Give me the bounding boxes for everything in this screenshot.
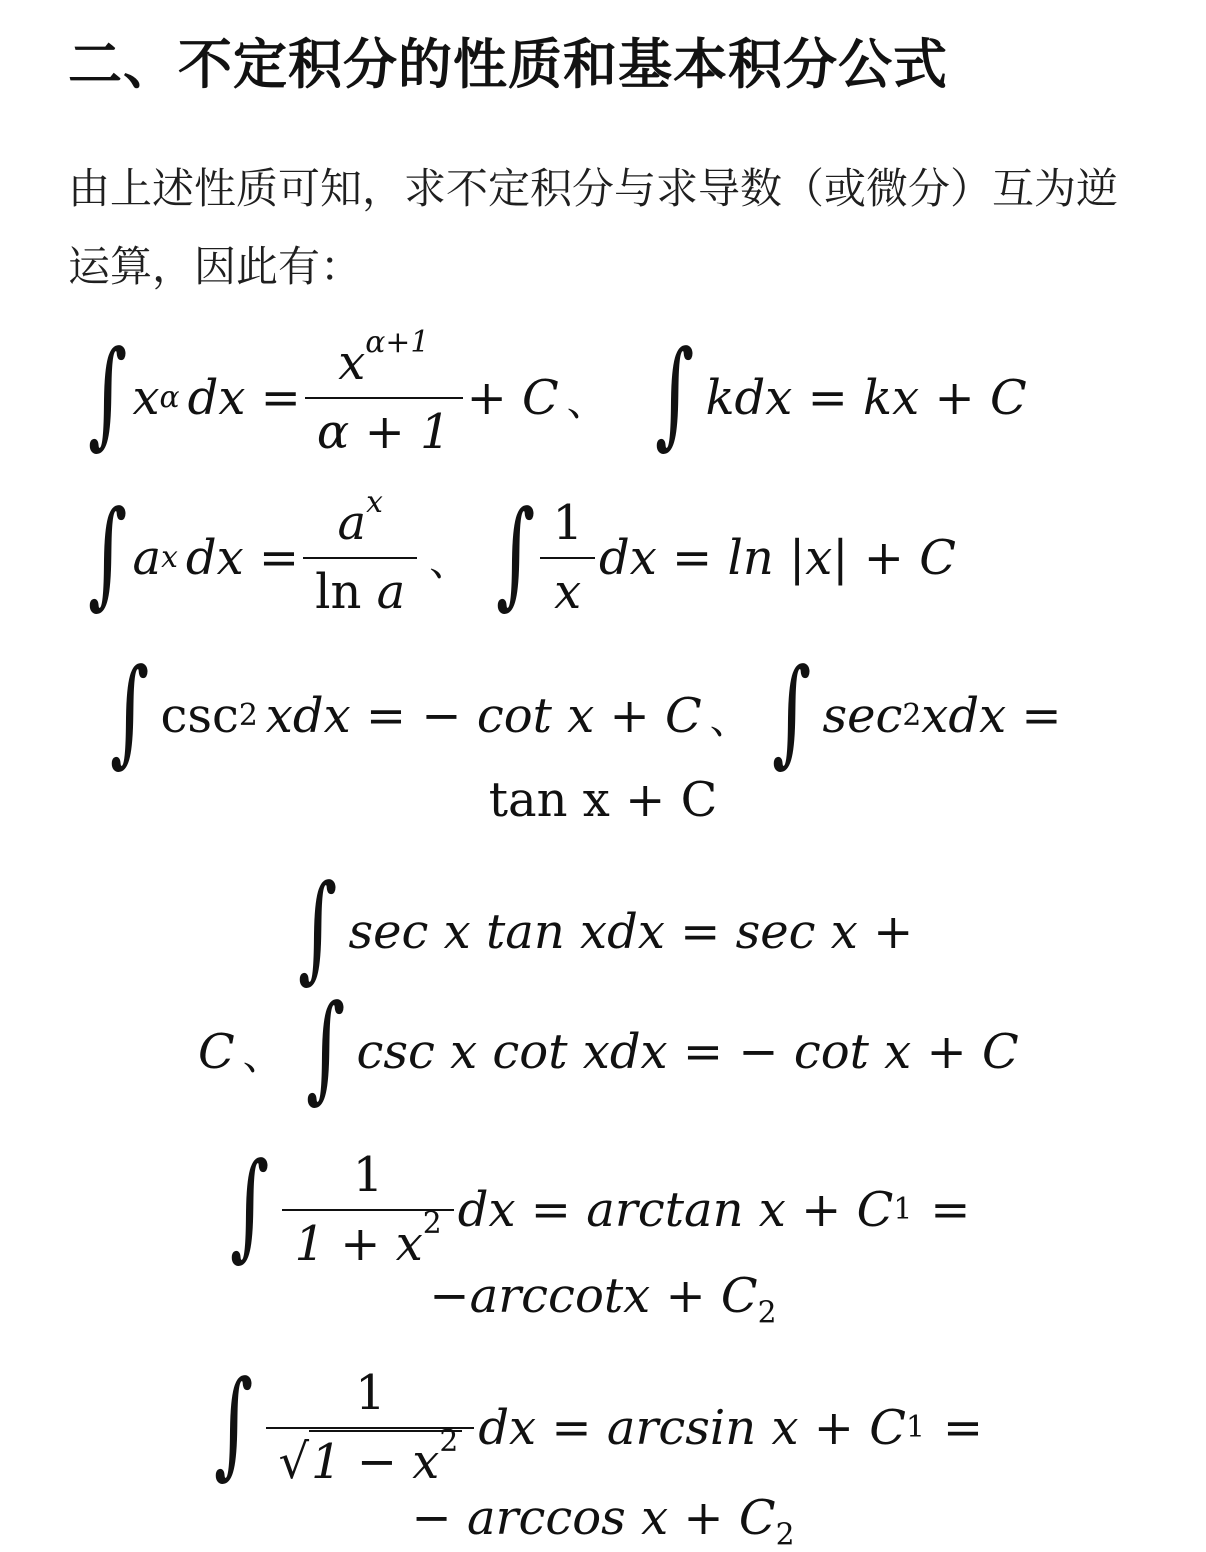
formula-csc-cot: ∫ csc x cot xdx = − cot x + C bbox=[306, 980, 1019, 1115]
formula-reciprocal-rule: ∫ $\frac{1}{x}$ dx = ln |x| + C bbox=[496, 486, 956, 621]
formula-sec-squared-result: tan x + C bbox=[488, 772, 718, 828]
formula-exponential-rule: ∫ a x dx = $\frac{a^x}{\text{ln a}}$ 、 bbox=[88, 485, 470, 621]
formula-row-1 bbox=[0, 325, 1206, 468]
formula-sec-tan: ∫ sec x tan xdx = sec x + bbox=[298, 860, 914, 995]
formula-power-rule: ∫ x α dx = $\frac{x^{\alpha+1}}{\alpha + 1}$ + C 、 bbox=[88, 325, 607, 461]
formula-sec-squared: ∫ sec 2 xdx = bbox=[772, 644, 1062, 779]
formula-row-5 bbox=[0, 982, 1206, 1122]
formula-arcsin: ∫ $\frac{1}{√1 - x^2}$ dx = arcsin x + C 1 = bbox=[214, 1356, 984, 1491]
formula-csc-squared: ∫ csc 2 xdx = − cot x + C 、 bbox=[110, 644, 750, 779]
formula-row-2 bbox=[0, 485, 1206, 628]
formula-arctan-result: $-arccotx + C_2$ bbox=[429, 1268, 777, 1331]
formula-constant-rule: ∫ kdx = kx + C bbox=[655, 326, 1027, 461]
formula-sec-tan-continued: C 、 bbox=[198, 1024, 283, 1080]
formula-arcsin-result: − $\arccos x + C_2$ bbox=[411, 1490, 795, 1552]
intro-paragraph: 由上述性质可知，求不定积分与求导数（或微分）互为逆运算，因此有： bbox=[68, 164, 1119, 291]
formula-row-7 bbox=[0, 1358, 1206, 1498]
formula-arctan: ∫ $\frac{1}{1 + x^2}$ dx = arctan x + C 1 = bbox=[230, 1138, 971, 1273]
formula-row-4 bbox=[0, 862, 1206, 1002]
formula-row-6 bbox=[0, 1140, 1206, 1280]
section-heading: 二、不定积分的性质和基本积分公式 bbox=[68, 33, 948, 96]
formula-row-3 bbox=[0, 646, 1206, 786]
